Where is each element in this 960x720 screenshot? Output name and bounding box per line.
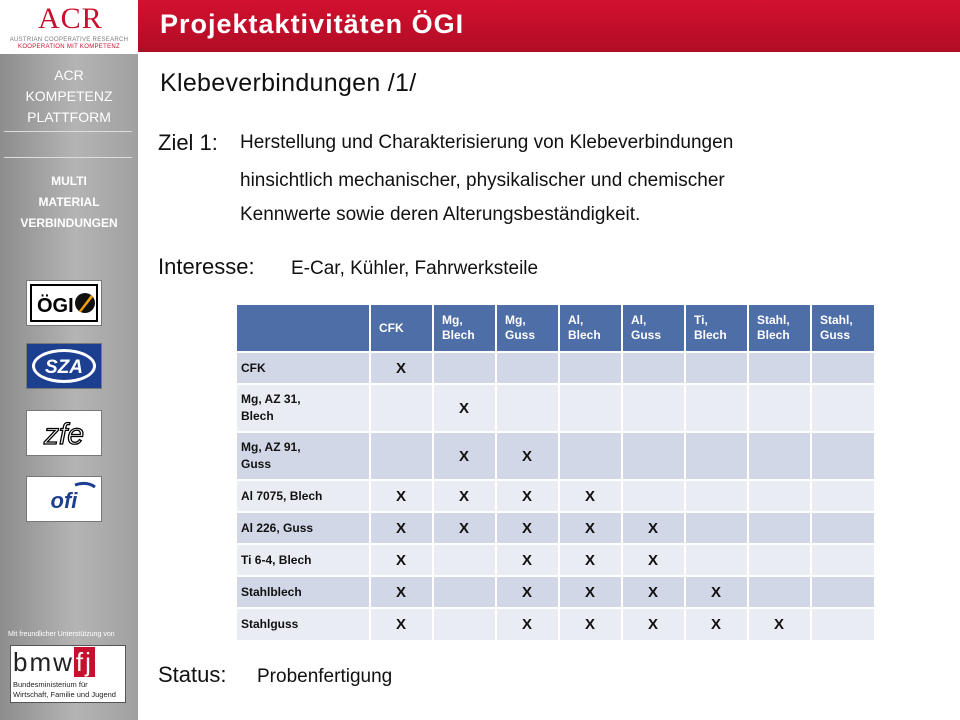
matrix-cell bbox=[559, 480, 622, 512]
matrix-cell bbox=[433, 352, 496, 384]
matrix-cell-mark: X bbox=[711, 583, 722, 601]
column-header-al-blech: Al, Blech bbox=[559, 305, 622, 352]
matrix-cell bbox=[370, 512, 433, 544]
sza-logo-graphic bbox=[27, 344, 101, 388]
matrix-cell bbox=[370, 544, 433, 576]
matrix-cell bbox=[496, 544, 559, 576]
matrix-cell-mark: X bbox=[522, 551, 533, 569]
matrix-cell bbox=[748, 480, 811, 512]
sidebar-platform-line: PLATTFORM bbox=[27, 109, 111, 125]
matrix-cell bbox=[433, 512, 496, 544]
matrix-cell bbox=[559, 544, 622, 576]
matrix-cell-mark: X bbox=[522, 487, 533, 505]
row-header bbox=[237, 384, 370, 432]
matrix-cell-mark: X bbox=[396, 519, 407, 537]
matrix-cell bbox=[811, 384, 874, 432]
table-row bbox=[237, 384, 874, 432]
matrix-cell bbox=[370, 576, 433, 608]
matrix-cell-mark: X bbox=[648, 616, 659, 633]
row-header-line: Mg, AZ 31, bbox=[241, 392, 301, 406]
ogi-logo bbox=[26, 280, 102, 326]
column-header-ti-blech: Ti, Blech bbox=[685, 305, 748, 352]
ofi-logo-text: ofi bbox=[50, 488, 78, 513]
matrix-cell bbox=[433, 432, 496, 480]
support-text: Mit freundlicher Unterstützung von bbox=[8, 631, 115, 638]
matrix-cell bbox=[496, 480, 559, 512]
matrix-cell-mark: X bbox=[585, 487, 596, 505]
matrix-cell bbox=[433, 480, 496, 512]
matrix-cell bbox=[496, 432, 559, 480]
matrix-cell-mark: X bbox=[648, 583, 659, 601]
table-row bbox=[237, 480, 874, 512]
ofi-logo bbox=[26, 476, 102, 522]
matrix-cell-mark: X bbox=[585, 583, 596, 601]
zfe-logo bbox=[26, 410, 102, 456]
matrix-cell bbox=[685, 608, 748, 640]
matrix-cell bbox=[496, 352, 559, 384]
row-header-line: Ti 6-4, Blech bbox=[241, 552, 312, 567]
table-row bbox=[237, 512, 874, 544]
matrix-cell-mark: X bbox=[648, 519, 659, 537]
row-header bbox=[237, 512, 370, 544]
bmwfj-logo-word bbox=[13, 647, 95, 678]
table-row bbox=[237, 544, 874, 576]
matrix-cell bbox=[811, 576, 874, 608]
sidebar-topic-line: MULTI bbox=[51, 174, 87, 188]
acr-logo-subtitle-2: KOOPERATION MIT KOMPETENZ bbox=[18, 44, 120, 50]
row-header-line: Al 226, Guss bbox=[241, 520, 314, 535]
matrix-cell-mark: X bbox=[774, 616, 785, 633]
row-header-line: CFK bbox=[241, 360, 266, 375]
sidebar-topic-line: MATERIAL bbox=[38, 195, 100, 209]
matrix-cell-mark: X bbox=[459, 399, 470, 417]
matrix-cell bbox=[622, 512, 685, 544]
goal-text-line: Herstellung und Charakterisierung von Klebeverbindungen bbox=[240, 132, 734, 153]
matrix-cell-mark: X bbox=[522, 447, 533, 465]
sidebar-topic-line: VERBINDUNGEN bbox=[20, 216, 118, 230]
matrix-cell bbox=[622, 432, 685, 480]
row-header bbox=[237, 544, 370, 576]
acr-logo bbox=[0, 0, 138, 54]
section-title: Klebeverbindungen /1/ bbox=[160, 69, 417, 97]
matrix-cell-mark: X bbox=[396, 359, 407, 377]
matrix-cell bbox=[496, 576, 559, 608]
matrix-cell-mark: X bbox=[522, 519, 533, 537]
interest-label: Interesse: bbox=[158, 254, 255, 279]
column-header-stahl-guss: Stahl, Guss bbox=[811, 305, 874, 352]
matrix-cell bbox=[748, 576, 811, 608]
acr-logo-mark bbox=[38, 2, 103, 36]
matrix-cell-mark: X bbox=[396, 616, 407, 633]
row-header bbox=[237, 480, 370, 512]
matrix-cell-mark: X bbox=[522, 616, 533, 633]
matrix-cell-mark: X bbox=[459, 447, 470, 465]
goal-text-line: Kennwerte sowie deren Alterungsbeständigkeit. bbox=[240, 204, 641, 225]
table-header-corner bbox=[237, 305, 370, 352]
table-row bbox=[237, 576, 874, 608]
matrix-cell bbox=[622, 384, 685, 432]
table-row bbox=[237, 432, 874, 480]
matrix-cell bbox=[685, 544, 748, 576]
column-header-cfk: CFK bbox=[370, 305, 433, 352]
matrix-cell bbox=[685, 352, 748, 384]
sidebar-platform-line: ACR bbox=[54, 67, 84, 83]
status-value: Probenfertigung bbox=[257, 666, 393, 687]
matrix-cell bbox=[685, 432, 748, 480]
matrix-cell-mark: X bbox=[396, 551, 407, 569]
goal-text-line: hinsichtlich mechanischer, physikalischer und chemischer bbox=[240, 170, 725, 191]
ogi-logo-graphic bbox=[27, 281, 101, 325]
column-header-al-guss: Al, Guss bbox=[622, 305, 685, 352]
sza-logo-text: SZA bbox=[45, 357, 83, 378]
column-header-mg-blech: Mg, Blech bbox=[433, 305, 496, 352]
sidebar-divider bbox=[4, 131, 132, 132]
matrix-cell bbox=[496, 608, 559, 640]
matrix-cell bbox=[433, 608, 496, 640]
sidebar-topic-label bbox=[0, 171, 138, 234]
matrix-cell bbox=[685, 384, 748, 432]
table-row bbox=[237, 352, 874, 384]
acr-logo-mark-text: ACR bbox=[38, 2, 103, 35]
matrix-cell bbox=[748, 384, 811, 432]
matrix-cell bbox=[433, 576, 496, 608]
matrix-cell bbox=[433, 544, 496, 576]
matrix-cell-mark: X bbox=[396, 487, 407, 505]
matrix-cell bbox=[811, 352, 874, 384]
matrix-cell bbox=[748, 512, 811, 544]
matrix-cell bbox=[559, 384, 622, 432]
bmwfj-logo bbox=[10, 645, 126, 703]
matrix-cell bbox=[811, 480, 874, 512]
matrix-cell-mark: X bbox=[585, 616, 596, 633]
matrix-cell bbox=[748, 608, 811, 640]
matrix-cell-mark: X bbox=[711, 616, 722, 633]
matrix-cell bbox=[622, 576, 685, 608]
ofi-logo-graphic bbox=[27, 477, 101, 521]
matrix-cell bbox=[496, 384, 559, 432]
interest-value: E-Car, Kühler, Fahrwerksteile bbox=[291, 258, 539, 279]
zfe-logo-graphic bbox=[27, 411, 101, 455]
sidebar-platform-label bbox=[0, 65, 138, 128]
matrix-cell bbox=[559, 432, 622, 480]
bmwfj-logo-line-1: Bundesministerium für bbox=[13, 680, 88, 689]
matrix-cell bbox=[748, 352, 811, 384]
matrix-cell bbox=[559, 352, 622, 384]
goal-label: Ziel 1: bbox=[158, 130, 218, 155]
matrix-cell bbox=[559, 512, 622, 544]
matrix-cell bbox=[811, 432, 874, 480]
matrix-cell bbox=[811, 608, 874, 640]
matrix-cell-mark: X bbox=[585, 551, 596, 569]
matrix-cell-mark: X bbox=[522, 583, 533, 601]
bmwfj-logo-word-highlight: fj bbox=[75, 647, 93, 677]
matrix-cell bbox=[685, 512, 748, 544]
matrix-cell bbox=[559, 608, 622, 640]
matrix-cell bbox=[622, 352, 685, 384]
column-header-mg-guss: Mg, Guss bbox=[496, 305, 559, 352]
matrix-cell bbox=[811, 544, 874, 576]
matrix-cell bbox=[622, 608, 685, 640]
row-header bbox=[237, 576, 370, 608]
matrix-cell-mark: X bbox=[648, 551, 659, 569]
row-header-line: Guss bbox=[241, 457, 272, 471]
sidebar-divider bbox=[4, 157, 132, 158]
matrix-cell-mark: X bbox=[459, 519, 470, 537]
matrix-cell bbox=[748, 544, 811, 576]
table-header-row bbox=[237, 305, 874, 352]
matrix-cell bbox=[370, 480, 433, 512]
sidebar-platform-line: KOMPETENZ bbox=[25, 88, 113, 104]
sidebar bbox=[0, 0, 138, 720]
matrix-cell-mark: X bbox=[459, 487, 470, 505]
matrix-cell-mark: X bbox=[585, 519, 596, 537]
matrix-cell bbox=[685, 480, 748, 512]
bmwfj-logo-word-main: bmw bbox=[13, 647, 74, 677]
matrix-cell bbox=[370, 432, 433, 480]
row-header-line: Al 7075, Blech bbox=[241, 488, 323, 503]
table-row bbox=[237, 608, 874, 640]
zfe-logo-text: zfe bbox=[43, 418, 85, 451]
row-header-line: Stahlguss bbox=[241, 617, 299, 631]
table-body bbox=[237, 352, 874, 640]
row-header bbox=[237, 352, 370, 384]
matrix-cell bbox=[622, 544, 685, 576]
matrix-cell bbox=[748, 432, 811, 480]
column-header-stahl-blech: Stahl, Blech bbox=[748, 305, 811, 352]
matrix-cell bbox=[370, 608, 433, 640]
matrix-cell bbox=[559, 576, 622, 608]
matrix-cell bbox=[370, 384, 433, 432]
matrix-cell bbox=[433, 384, 496, 432]
row-header bbox=[237, 608, 370, 640]
bmwfj-logo-line-2: Wirtschaft, Familie und Jugend bbox=[13, 690, 116, 699]
matrix-cell bbox=[622, 480, 685, 512]
matrix-cell-mark: X bbox=[396, 583, 407, 601]
row-header-line: Blech bbox=[241, 409, 274, 423]
page-title: Projektaktivitäten ÖGI bbox=[160, 9, 465, 39]
row-header bbox=[237, 432, 370, 480]
sza-logo bbox=[26, 343, 102, 389]
matrix-cell bbox=[370, 352, 433, 384]
matrix-cell bbox=[685, 576, 748, 608]
row-header-line: Stahlblech bbox=[241, 584, 302, 599]
status-label: Status: bbox=[158, 662, 227, 687]
acr-logo-subtitle-1: AUSTRIAN COOPERATIVE RESEARCH bbox=[9, 37, 129, 43]
ogi-logo-text: ÖGI bbox=[37, 295, 74, 317]
matrix-cell bbox=[811, 512, 874, 544]
row-header-line: Mg, AZ 91, bbox=[241, 440, 301, 454]
matrix-cell bbox=[496, 512, 559, 544]
material-matrix-table bbox=[237, 305, 874, 640]
